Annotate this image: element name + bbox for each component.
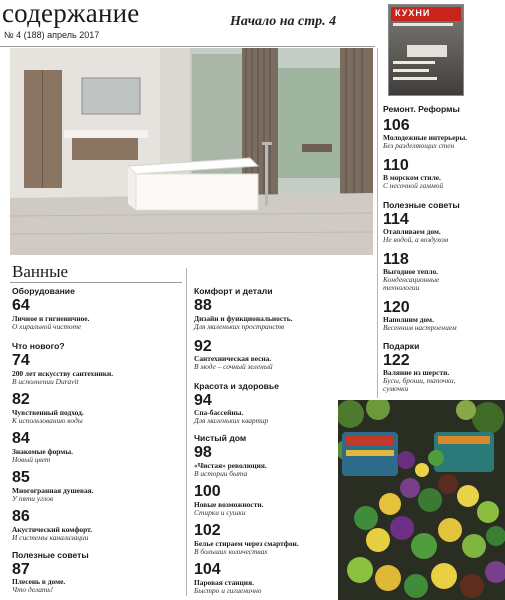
article-title: Чувственный подход. (12, 408, 84, 417)
cover-headline-line (393, 69, 429, 72)
article-title: Наполним дом. (383, 315, 434, 324)
page-number: 92 (194, 338, 212, 355)
page-number: 98 (194, 444, 212, 461)
page-number: 64 (12, 297, 30, 314)
bathroom-illustration (10, 48, 373, 255)
page-number: 100 (194, 483, 221, 500)
page-number: 84 (12, 430, 30, 447)
article-subtitle: О хиральной чистоте (12, 322, 82, 331)
page-number: 120 (383, 299, 410, 316)
article-title: Акустический комфорт. (12, 525, 93, 534)
article-title: Выгодное тепло. (383, 267, 439, 276)
page-number: 110 (383, 157, 409, 174)
cover-bathtub-shape (407, 45, 447, 57)
article-title: Валяние из шерсти. (383, 368, 450, 377)
section-title: Ванные (12, 262, 69, 281)
article-title: В морском стиле. (383, 173, 441, 182)
continued-note: Начало на стр. 4 (230, 14, 337, 29)
article-subtitle: В больших количествах (194, 547, 268, 556)
article-title: 200 лет искусству сантехники. (12, 369, 114, 378)
article-subtitle: Новый цвет (12, 455, 51, 464)
page-number: 114 (383, 211, 409, 228)
category-heading: Полезные советы (12, 550, 89, 560)
article-title: Молодежные интерьеры. (383, 133, 468, 142)
article-title: Дизайн и функциональность. (194, 314, 293, 323)
article-title: Сантехническая весна. (194, 354, 272, 363)
article-title: «Чистая» революция. (194, 461, 267, 470)
page-number: 86 (12, 508, 30, 525)
article-subtitle: Для маленьких квартир (194, 416, 269, 425)
page-number: 104 (194, 561, 221, 578)
article-title: Новые возможности. (194, 500, 264, 509)
article-subtitle: В исполнении Duravit (12, 377, 79, 386)
category-heading: Оборудование (12, 286, 75, 296)
article-subtitle: Быстро и гигиенично (194, 586, 262, 595)
page-number: 102 (194, 522, 221, 539)
bathroom-photo (10, 48, 373, 255)
felted-beads-illustration (338, 400, 505, 600)
category-heading: Чистый дом (194, 433, 247, 443)
category-heading: Комфорт и детали (194, 286, 273, 296)
column-divider (186, 268, 187, 596)
article-subtitle: В истории быта (194, 469, 248, 478)
article-subtitle: У пяти углов (12, 494, 54, 503)
page-number: 122 (383, 352, 410, 369)
cover-masthead-text: КУХНИ (395, 8, 431, 18)
page-number: 106 (383, 117, 410, 134)
magazine-cover-thumbnail (388, 4, 464, 96)
page-number: 88 (194, 297, 212, 314)
article-title: Плесень в доме. (12, 577, 66, 586)
article-subtitle: И системы канализации (12, 533, 89, 542)
article-title: Личное и гигиеничное. (12, 314, 90, 323)
article-title: Отапливаем дом. (383, 227, 441, 236)
page-number: 74 (12, 352, 30, 369)
issue-info: № 4 (188) апрель 2017 (4, 30, 100, 40)
page-number: 87 (12, 561, 30, 578)
article-title: Белье стираем через смартфон. (194, 539, 299, 548)
column-divider (377, 48, 378, 398)
page-number: 82 (12, 391, 30, 408)
article-subtitle: Без разделяющих стен (383, 141, 455, 150)
felted-beads-photo (338, 400, 505, 600)
article-title: Спа-бассейны. (194, 408, 244, 417)
article-subtitle: Стирки и сушки (194, 508, 246, 517)
article-subtitle: В моде – сочный зеленый (194, 362, 273, 371)
article-subtitle: Не водой, а воздухом (383, 235, 449, 244)
article-subtitle: Конденсационные (383, 275, 440, 284)
page-number: 118 (383, 251, 409, 268)
cover-subline (393, 23, 453, 26)
article-subtitle: сумочки (383, 384, 409, 393)
article-title: Многогранная душевая. (12, 486, 94, 495)
article-subtitle: К использованию воды (12, 416, 83, 425)
article-subtitle: Бусы, броши, тапочки, (383, 376, 456, 385)
category-heading: Красота и здоровье (194, 381, 279, 391)
header-divider (0, 46, 375, 47)
article-subtitle: Что делать! (12, 585, 54, 594)
category-heading: Подарки (383, 341, 420, 351)
article-subtitle: Для маленьких пространств (194, 322, 285, 331)
page-number: 85 (12, 469, 30, 486)
category-heading: Полезные советы (383, 200, 460, 210)
page-title: содержание (2, 0, 140, 28)
article-subtitle: С несочной гаммой (383, 181, 444, 190)
article-title: Паровая станция. (194, 578, 254, 587)
category-heading: Что нового? (12, 341, 65, 351)
page-number: 94 (194, 392, 212, 409)
article-title: Знакомые формы. (12, 447, 73, 456)
cover-headline-line (393, 77, 437, 80)
cover-headline-line (393, 61, 435, 64)
article-subtitle: технологии (383, 283, 420, 292)
article-subtitle: Весенним настроением (383, 323, 457, 332)
section-divider (10, 282, 182, 283)
category-heading: Ремонт. Реформы (383, 104, 460, 114)
